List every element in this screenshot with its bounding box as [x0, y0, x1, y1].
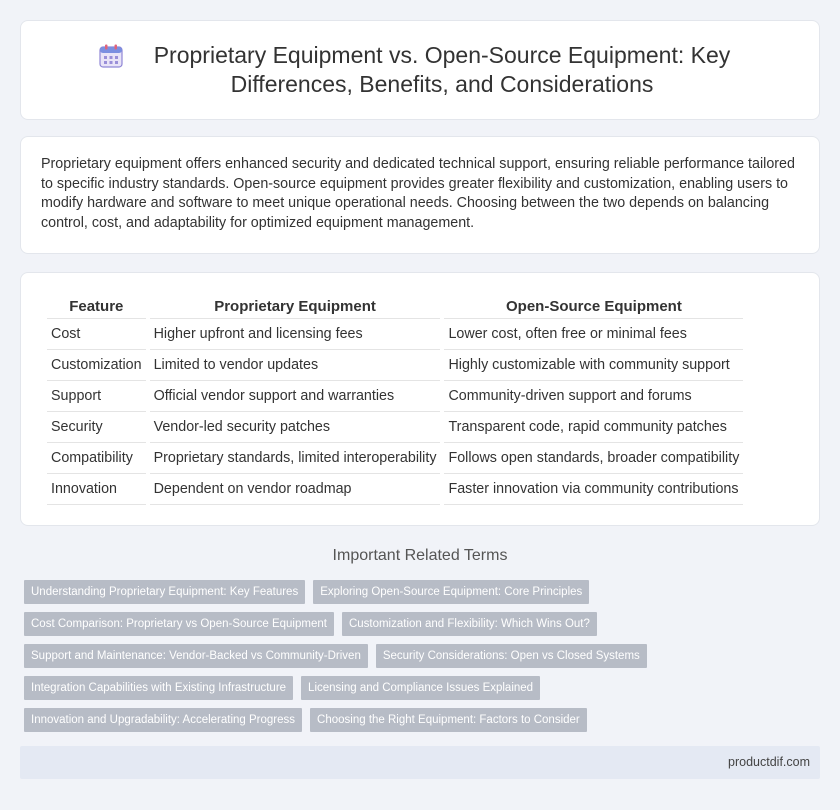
table-cell: Cost: [47, 319, 146, 350]
related-term-link[interactable]: Innovation and Upgradability: Accelerating Progress: [24, 708, 302, 732]
table-cell: Compatibility: [47, 443, 146, 474]
table-header-row: [47, 295, 743, 319]
title-card: [20, 20, 820, 120]
related-term-link[interactable]: Exploring Open-Source Equipment: Core Principles: [313, 580, 589, 604]
table-row: [47, 319, 743, 350]
related-term-link[interactable]: Cost Comparison: Proprietary vs Open-Source Equipment: [24, 612, 334, 636]
related-terms-heading: Important Related Terms: [332, 547, 508, 564]
table-cell: Higher upfront and licensing fees: [150, 319, 441, 350]
table-cell: Customization: [47, 350, 146, 381]
footer: [20, 746, 820, 779]
table-cell: Transparent code, rapid community patches: [444, 412, 743, 443]
table-cell: Security: [47, 412, 146, 443]
table-cell: Follows open standards, broader compatibility: [444, 443, 743, 474]
column-header-open-source: Open-Source Equipment: [444, 295, 743, 319]
table-cell: Innovation: [47, 474, 146, 505]
table-cell: Highly customizable with community support: [444, 350, 743, 381]
comparison-table-card: [20, 272, 820, 526]
table-cell: Community-driven support and forums: [444, 381, 743, 412]
calendar-icon: [98, 43, 124, 69]
related-term-link[interactable]: Integration Capabilities with Existing Infrastructure: [24, 676, 293, 700]
tag-row: [24, 644, 820, 668]
tag-row: [24, 708, 820, 732]
summary-card: [20, 136, 820, 254]
table-cell: Limited to vendor updates: [150, 350, 441, 381]
related-term-link[interactable]: Understanding Proprietary Equipment: Key Features: [24, 580, 305, 604]
footer-site-link[interactable]: productdif.com: [728, 755, 810, 769]
table-row: [47, 443, 743, 474]
table-cell: Proprietary standards, limited interoperability: [150, 443, 441, 474]
table-cell: Support: [47, 381, 146, 412]
table-row: [47, 350, 743, 381]
page-title: Proprietary Equipment vs. Open-Source Equipment: Key Differences, Benefits, and Considerations: [153, 42, 731, 97]
related-term-link[interactable]: Support and Maintenance: Vendor-Backed vs Community-Driven: [24, 644, 368, 668]
comparison-table: [43, 295, 747, 505]
table-cell: Official vendor support and warranties: [150, 381, 441, 412]
summary-text: Proprietary equipment offers enhanced security and dedicated technical support, ensuring reliable performance tailored to specific industry standards. Open-source equipment provides greater flexibility and customization, enabling users to modify hardware and software to meet unique operational needs. Choosing between the two depends on balancing control, cost, and adaptability for optimized equipment management.: [41, 156, 795, 231]
table-row: [47, 381, 743, 412]
tag-row: [24, 676, 820, 700]
related-term-link[interactable]: Licensing and Compliance Issues Explained: [301, 676, 540, 700]
tag-row: [24, 580, 820, 604]
column-header-proprietary: Proprietary Equipment: [150, 295, 441, 319]
table-cell: Lower cost, often free or minimal fees: [444, 319, 743, 350]
related-term-link[interactable]: Security Considerations: Open vs Closed Systems: [376, 644, 647, 668]
table-cell: Vendor-led security patches: [150, 412, 441, 443]
related-term-link[interactable]: Customization and Flexibility: Which Wins Out?: [342, 612, 597, 636]
table-cell: Faster innovation via community contributions: [444, 474, 743, 505]
column-header-feature: Feature: [47, 295, 146, 319]
tag-row: [24, 612, 820, 636]
related-term-link[interactable]: Choosing the Right Equipment: Factors to Consider: [310, 708, 587, 732]
table-cell: Dependent on vendor roadmap: [150, 474, 441, 505]
table-row: [47, 412, 743, 443]
table-row: [47, 474, 743, 505]
related-terms-list: [24, 580, 820, 740]
